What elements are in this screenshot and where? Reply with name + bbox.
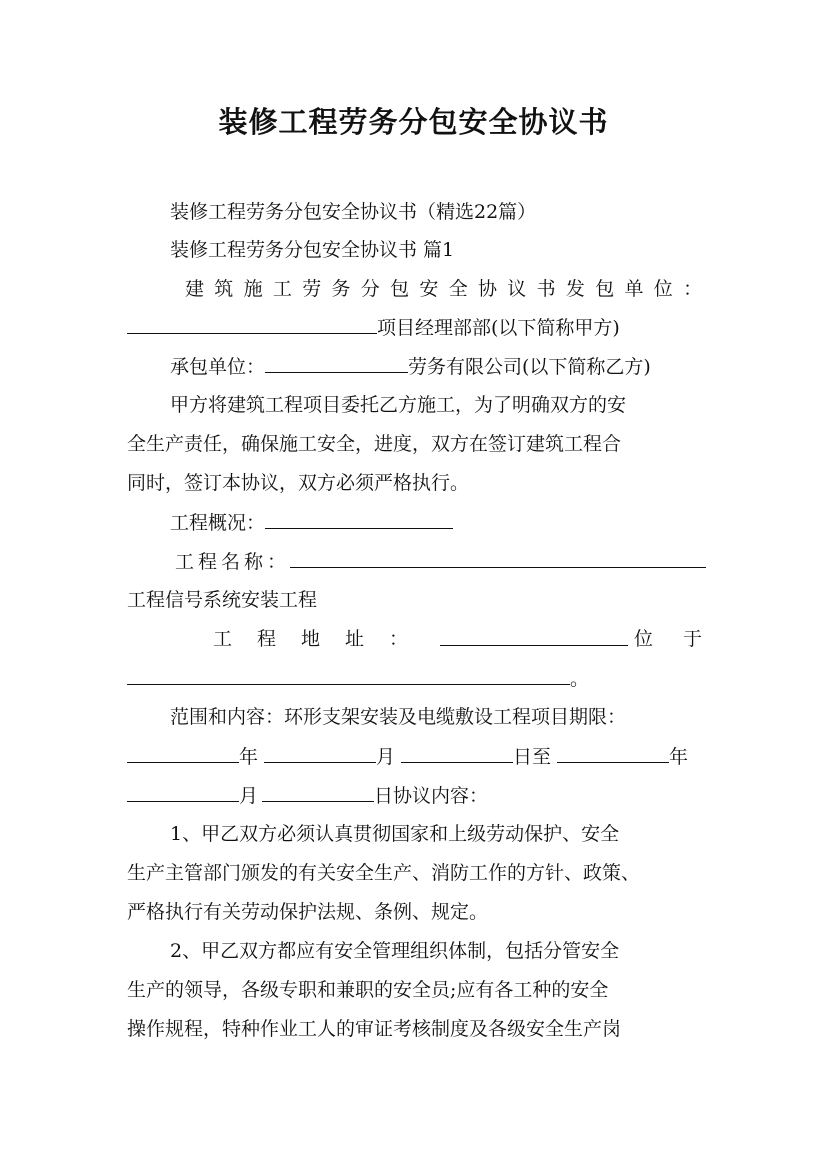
clause-2: 操作规程，特种作业工人的审证考核制度及各级安全生产岗	[127, 1018, 622, 1040]
contractor-line: 建筑施工劳务分包安全协议书发包单位：	[185, 278, 713, 300]
clause-2: 2、甲乙双方都应有安全管理组织体制，包括分管安全	[170, 940, 620, 962]
scope-line: 范围和内容：环形支架安装及电缆敷设工程项目期限：	[170, 706, 627, 728]
clause-2: 生产的领导，各级专职和兼职的安全员;应有各工种的安全	[127, 979, 609, 1001]
project-dept-line: 项目经理部部(以下简称甲方)	[127, 315, 620, 340]
address-line: 工程地址： 位于	[213, 628, 732, 650]
blank-field	[401, 744, 513, 763]
subtitle-line: 装修工程劳务分包安全协议书（精选22篇）	[170, 201, 537, 223]
project-name-value: 工程信号系统安装工程	[127, 589, 318, 611]
paragraph-line: 甲方将建筑工程项目委托乙方施工，为了明确双方的安	[170, 394, 627, 416]
blank-field	[265, 510, 453, 529]
blank-field	[127, 666, 570, 685]
clause-1: 严格执行有关劳动保护法规、条例、规定。	[127, 901, 489, 923]
period-line: 年 月 日至 年	[127, 744, 688, 769]
section-heading: 装修工程劳务分包安全协议书 篇1	[170, 239, 455, 261]
blank-field	[440, 627, 628, 646]
clause-1: 生产主管部门颁发的有关安全生产、消防工作的方针、政策、	[127, 862, 641, 884]
blank-field	[127, 744, 239, 763]
subcontractor-line: 承包单位： 劳务有限公司(以下简称乙方)	[170, 356, 651, 378]
blank-field	[127, 315, 377, 334]
paragraph-line: 同时，签订本协议，双方必须严格执行。	[127, 472, 470, 494]
blank-field	[265, 354, 408, 373]
blank-field	[264, 744, 376, 763]
project-name-line: 工程名称：	[175, 549, 706, 574]
period-line-end: 月 日协议内容：	[127, 783, 488, 808]
document-title: 装修工程劳务分包安全协议书	[218, 105, 609, 139]
blank-field	[262, 783, 374, 802]
clause-1: 1、甲乙双方必须认真贯彻国家和上级劳动保护、安全	[170, 823, 620, 845]
blank-field	[290, 549, 706, 568]
overview-line: 工程概况：	[170, 510, 453, 535]
blank-field	[557, 744, 669, 763]
address-continuation: 。	[127, 666, 589, 691]
paragraph-line: 全生产责任，确保施工安全，进度，双方在签订建筑工程合	[127, 433, 622, 455]
blank-field	[127, 783, 239, 802]
